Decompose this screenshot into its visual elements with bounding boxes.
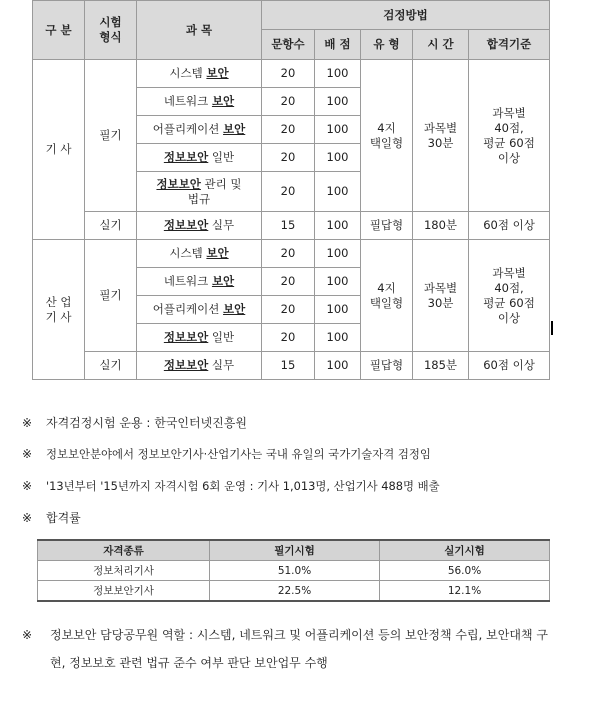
pass-rate-cell: 12.1% [380, 581, 550, 602]
note-mark: ※ [22, 511, 33, 525]
subject-cell: 네트워크 보안 [137, 88, 262, 116]
note-text: 정보보안분야에서 정보보안기사·산업기사는 국내 유일의 국가기술자격 검정임 [46, 447, 431, 461]
pass-rate-header: 필기시험 [210, 540, 380, 561]
exam-type-practical: 실기 [85, 212, 137, 240]
written-time: 과목별 30분 [413, 60, 469, 212]
note-pass-rate [22, 509, 81, 526]
written-time: 과목별 30분 [413, 240, 469, 352]
score-value: 100 [315, 172, 361, 212]
score-value: 100 [315, 352, 361, 380]
subject-cell: 시스템 보안 [137, 60, 262, 88]
subject-cell: 네트워크 보안 [137, 268, 262, 296]
score-value: 100 [315, 116, 361, 144]
subject-cell: 정보보안 일반 [137, 324, 262, 352]
practical-pass-criteria: 60점 이상 [469, 352, 550, 380]
note-text: '13년부터 '15년까지 자격시험 6회 운영 : 기사 1,013명, 산업기사 488명 배출 [46, 479, 440, 493]
score-value: 100 [315, 60, 361, 88]
score-value: 100 [315, 144, 361, 172]
pass-rate-table [37, 539, 550, 602]
note-unique [22, 446, 431, 462]
note-mark: ※ [22, 628, 33, 642]
question-count: 20 [262, 144, 315, 172]
note-text: 합격률 [46, 511, 81, 525]
exam-type-written: 필기 [85, 240, 137, 352]
subject-cell: 시스템 보안 [137, 240, 262, 268]
score-value: 100 [315, 324, 361, 352]
duty-note [22, 621, 554, 677]
subject-cell: 어플리케이션 보안 [137, 116, 262, 144]
header-method: 검정방법 [262, 1, 550, 30]
practical-time: 180분 [413, 212, 469, 240]
subject-cell: 정보보안 관리 및 법규 [137, 172, 262, 212]
note-operator [22, 414, 247, 431]
header-category: 구 분 [33, 1, 85, 60]
score-value: 100 [315, 240, 361, 268]
pass-rate-cell: 51.0% [210, 561, 380, 581]
subject-cell: 정보보안 일반 [137, 144, 262, 172]
question-count: 20 [262, 60, 315, 88]
pass-rate-cell: 정보처리기사 [38, 561, 210, 581]
question-count: 20 [262, 116, 315, 144]
header-num-questions: 문항수 [262, 30, 315, 60]
question-count: 20 [262, 296, 315, 324]
duty-text: 정보보안 담당공무원 역할 : 시스템, 네트워크 및 어플리케이션 등의 보안정책 수립, 보안대책 구현, 정보보호 관련 법규 준수 여부 판단 보안업무 수행 [50, 628, 548, 670]
pass-rate-header: 자격종류 [38, 540, 210, 561]
written-pass-criteria: 과목별 40점, 평균 60점 이상 [469, 60, 550, 212]
pass-rate-cell: 22.5% [210, 581, 380, 602]
pass-rate-header: 실기시험 [380, 540, 550, 561]
exam-structure-table [32, 0, 550, 380]
subject-cell: 정보보안 실무 [137, 352, 262, 380]
practical-time: 185분 [413, 352, 469, 380]
header-subject: 과 목 [137, 1, 262, 60]
score-value: 100 [315, 296, 361, 324]
question-count: 15 [262, 352, 315, 380]
question-count: 20 [262, 268, 315, 296]
score-value: 100 [315, 268, 361, 296]
pass-rate-cell: 정보보안기사 [38, 581, 210, 602]
header-time: 시 간 [413, 30, 469, 60]
note-mark: ※ [22, 479, 33, 493]
header-score: 배 점 [315, 30, 361, 60]
category-gisa: 기 사 [33, 60, 85, 240]
note-history [22, 478, 440, 494]
question-count: 20 [262, 324, 315, 352]
note-mark: ※ [22, 447, 33, 461]
exam-type-written: 필기 [85, 60, 137, 212]
category-sanup: 산 업 기 사 [33, 240, 85, 380]
question-count: 20 [262, 172, 315, 212]
written-format: 4지 택일형 [361, 240, 413, 352]
note-mark: ※ [22, 416, 33, 430]
header-pass-criteria: 합격기준 [469, 30, 550, 60]
written-pass-criteria: 과목별 40점, 평균 60점 이상 [469, 240, 550, 352]
question-count: 20 [262, 240, 315, 268]
text-cursor [551, 321, 553, 335]
header-exam-type: 시험 형식 [85, 1, 137, 60]
subject-cell: 어플리케이션 보안 [137, 296, 262, 324]
exam-type-practical: 실기 [85, 352, 137, 380]
pass-rate-cell: 56.0% [380, 561, 550, 581]
subject-cell: 정보보안 실무 [137, 212, 262, 240]
practical-format: 필답형 [361, 212, 413, 240]
practical-format: 필답형 [361, 352, 413, 380]
question-count: 15 [262, 212, 315, 240]
header-format: 유 형 [361, 30, 413, 60]
score-value: 100 [315, 88, 361, 116]
question-count: 20 [262, 88, 315, 116]
score-value: 100 [315, 212, 361, 240]
note-text: 자격검정시험 운용 : 한국인터넷진흥원 [46, 416, 247, 430]
practical-pass-criteria: 60점 이상 [469, 212, 550, 240]
written-format: 4지 택일형 [361, 60, 413, 212]
